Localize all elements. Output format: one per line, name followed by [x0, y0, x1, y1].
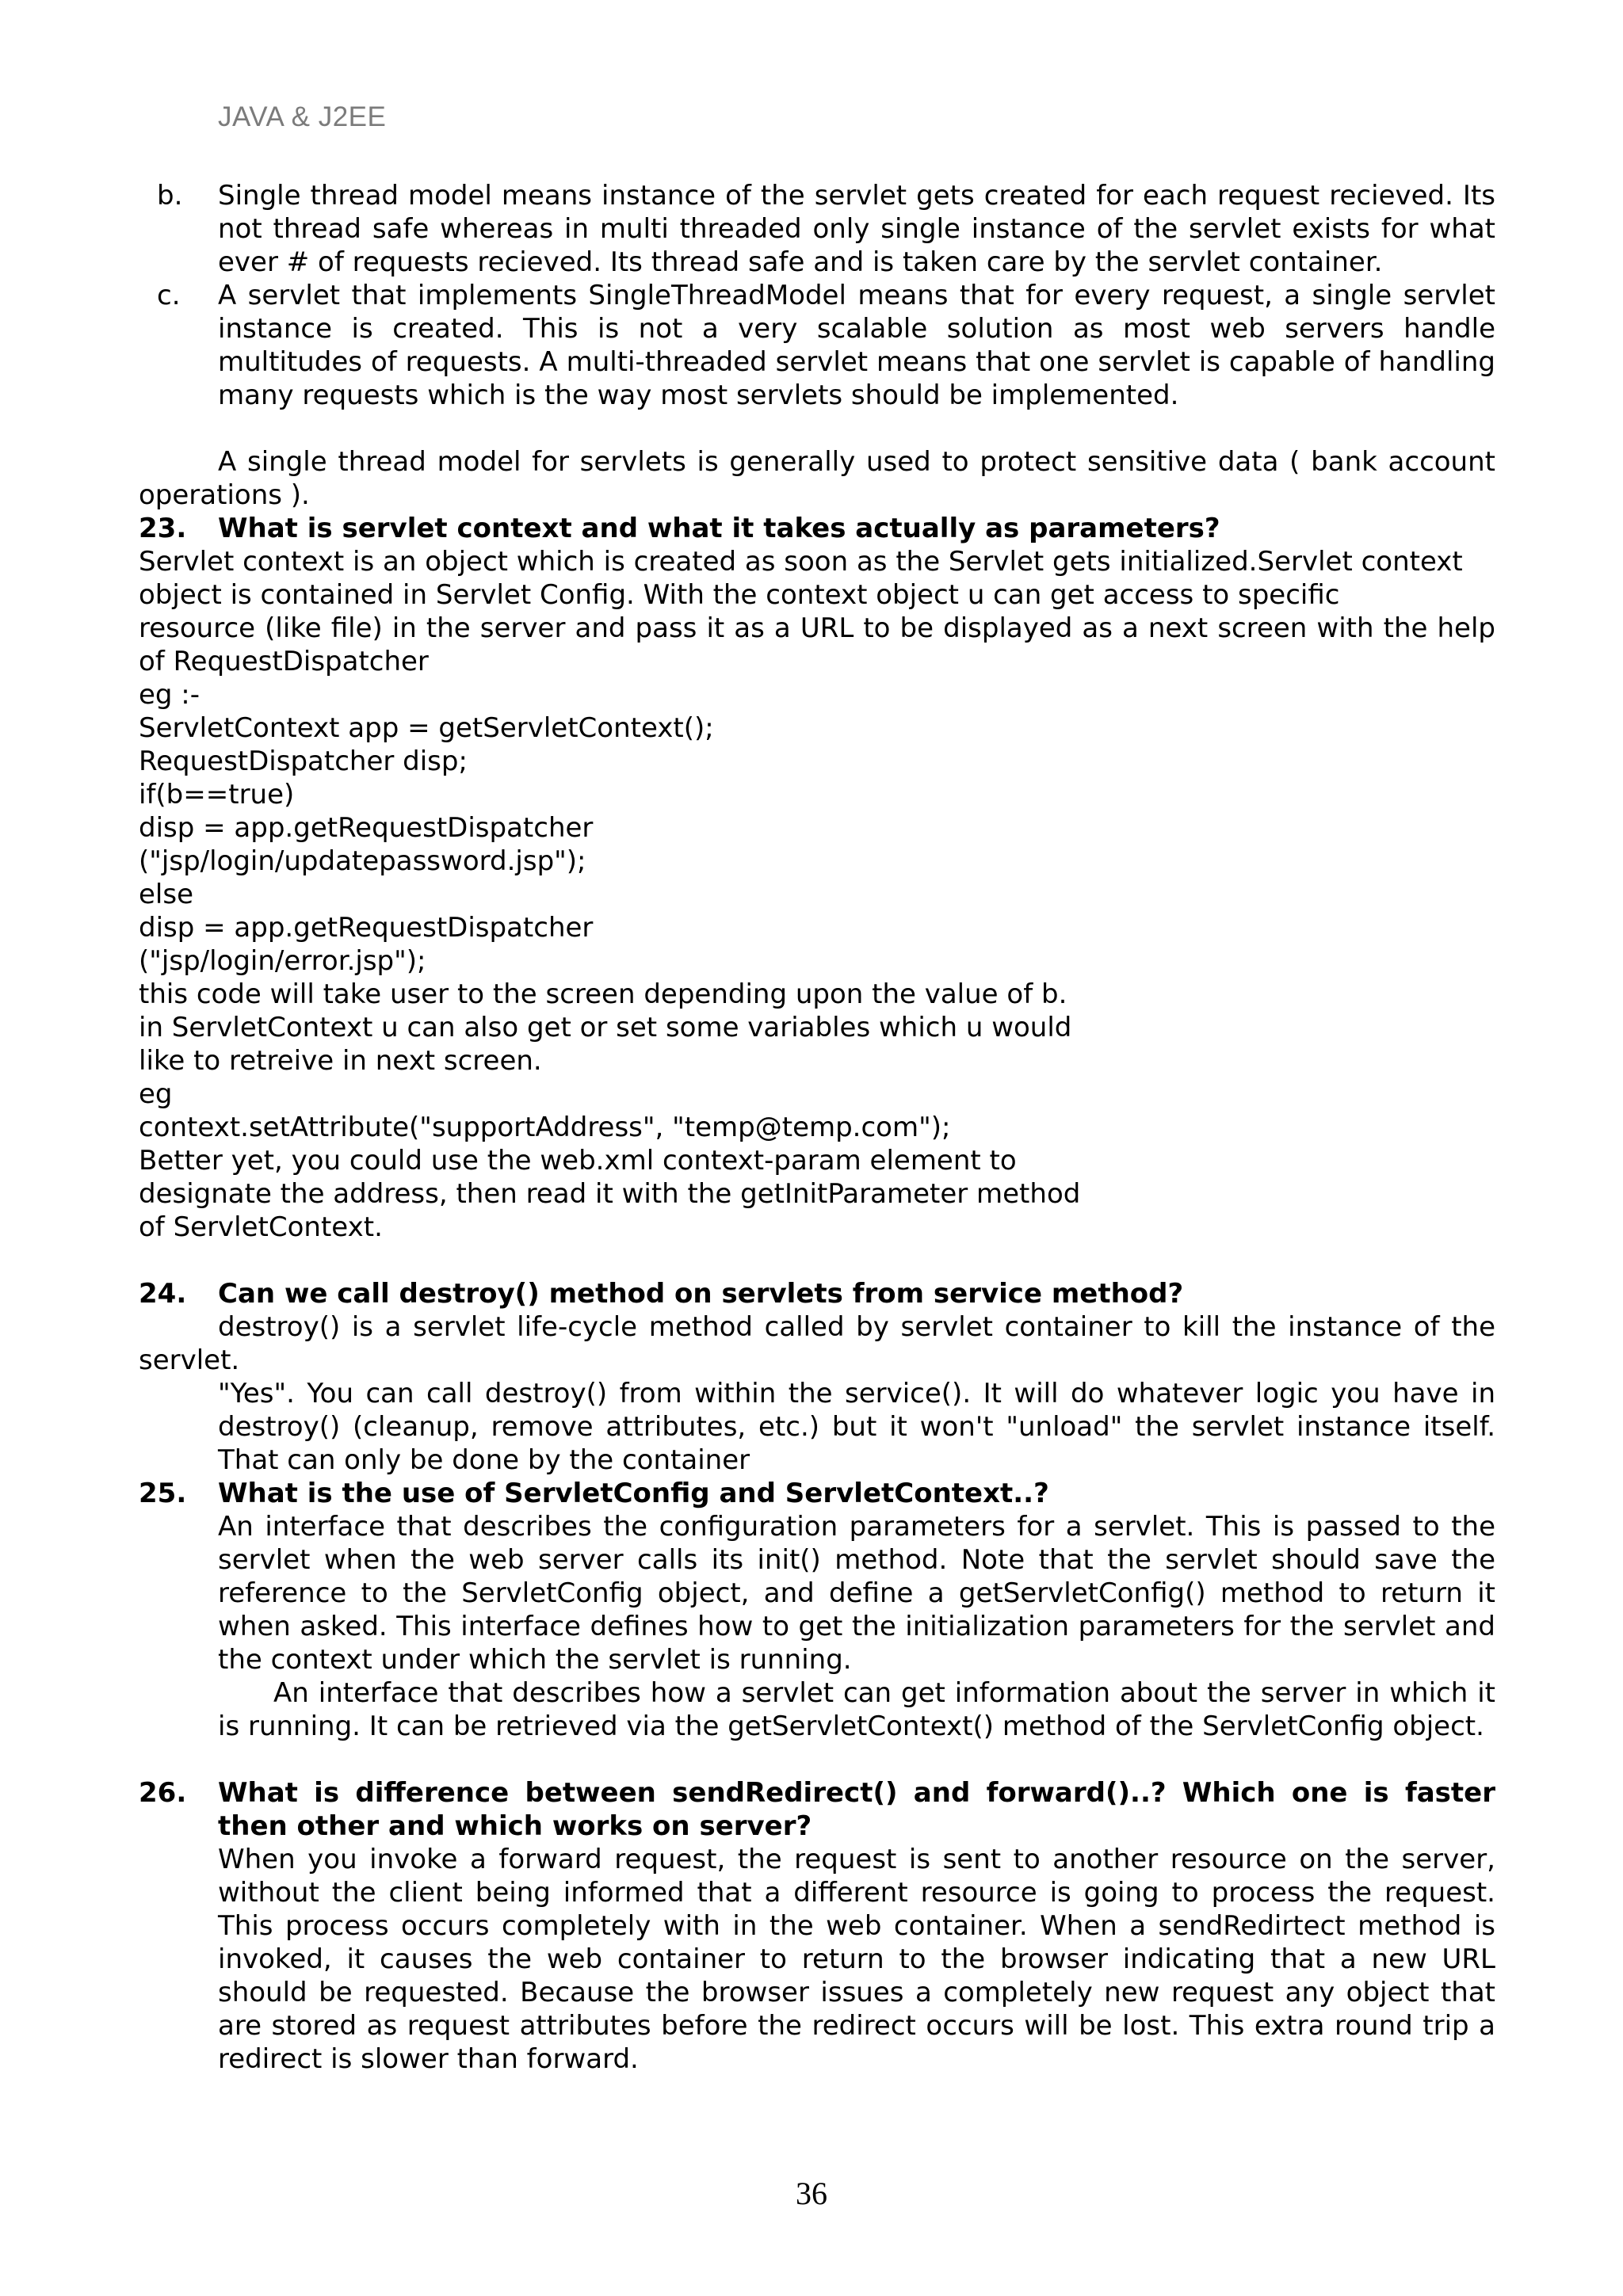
- code-line: ("jsp/login/updatepassword.jsp");: [139, 845, 586, 877]
- list-item-text: Single thread model means instance of the servlet gets created for each request recieved. Its not thread safe whereas in multi threaded only single instance of the servlet exists for what ever # of requests recieved. Its thread safe and is taken care by the servlet container.: [218, 180, 1495, 278]
- code-line: eg: [139, 1078, 173, 1110]
- list-item-text: A servlet that implements SingleThreadModel means that for every request, a single servlet instance is created. This is not a very scalable solution as most web servers handle multitudes of requests. A multi-threaded servlet means that one servlet is capable of handling many requests which is the way most servlets should be implemented.: [218, 280, 1495, 411]
- question-text: Can we call destroy() method on servlets from service method?: [218, 1278, 1184, 1310]
- question-number: 24.: [139, 1278, 187, 1310]
- page-number: 36: [796, 2176, 827, 2211]
- answer-paragraph: destroy() is a servlet life-cycle method called by servlet container to kill the instance of the servlet.: [139, 1311, 1495, 1376]
- question-text: What is the use of ServletConfig and ServletContext..?: [218, 1478, 1049, 1509]
- code-line: RequestDispatcher disp;: [139, 746, 468, 777]
- code-line: this code will take user to the screen depending upon the value of b.: [139, 978, 1067, 1010]
- code-example: [139, 678, 1495, 1244]
- list-item: [139, 179, 1495, 279]
- question-heading-25: [139, 1477, 1495, 1510]
- code-line: ("jsp/login/error.jsp");: [139, 945, 426, 977]
- code-line: in ServletContext u can also get or set some variables which u would: [139, 1012, 1072, 1043]
- code-line: context.setAttribute("supportAddress", "temp@temp.com");: [139, 1112, 951, 1143]
- code-line: disp = app.getRequestDispatcher: [139, 812, 594, 844]
- answer-line: Servlet context is an object which is created as soon as the Servlet gets initialized.Servlet context: [139, 546, 1463, 578]
- list-item: [139, 279, 1495, 412]
- list-marker: b.: [157, 180, 183, 212]
- intro-note: A single thread model for servlets is generally used to protect sensitive data ( bank account operations ).: [139, 446, 1495, 511]
- answer-paragraph: An interface that describes how a servlet can get information about the server in which it is running. It can be retrieved via the getServletContext() method of the ServletConfig object.: [218, 1677, 1495, 1742]
- page-body: [139, 179, 1495, 2076]
- question-number: 25.: [139, 1478, 187, 1509]
- question-text: What is servlet context and what it takes actually as parameters?: [218, 513, 1220, 544]
- code-line: if(b==true): [139, 779, 295, 810]
- code-line: eg :-: [139, 679, 200, 711]
- question-heading-24: [139, 1277, 1495, 1310]
- spacer: [139, 412, 1495, 445]
- question-heading-26: [139, 1776, 1495, 1843]
- answer-paragraph: When you invoke a forward request, the request is sent to another resource on the server, without the client being informed that a different resource is going to process the request. This process occurs completely with in the web container. When a sendRedirtect method is invoked, it causes the web container to return to the browser indicating that a new URL should be requested. Because the browser issues a completely new request any object that are stored as request attributes before the redirect occurs will be lost. This extra round trip a redirect is slower than forward.: [218, 1844, 1495, 2075]
- code-line: ServletContext app = getServletContext();: [139, 712, 714, 744]
- question-text: What is difference between sendRedirect() and forward()..? Which one is faster then other and which works on server?: [218, 1777, 1495, 1842]
- spacer: [139, 1244, 1495, 1277]
- answer-paragraph: "Yes". You can call destroy() from within the service(). It will do whatever logic you have in destroy() (cleanup, remove attributes, etc.) but it won't "unload" the servlet instance itself. That can only be done by the container: [218, 1378, 1495, 1476]
- code-line: disp = app.getRequestDispatcher: [139, 912, 594, 944]
- code-line: else: [139, 879, 193, 910]
- answer-paragraph: An interface that describes the configuration parameters for a servlet. This is passed to the servlet when the web server calls its init() method. Note that the servlet should save the reference to the ServletConfig object, and define a getServletConfig() method to return it when asked. This interface defines how to get the initialization parameters for the servlet and the context under which the servlet is running.: [218, 1511, 1495, 1676]
- code-line: Better yet, you could use the web.xml context-param element to: [139, 1145, 1017, 1177]
- answer-paragraph: resource (like file) in the server and pass it as a URL to be displayed as a next screen with the help of RequestDispatcher: [139, 612, 1495, 677]
- running-header: JAVA & J2EE: [218, 101, 387, 132]
- list-marker: c.: [157, 280, 181, 311]
- spacer: [139, 1743, 1495, 1776]
- question-heading-23: [139, 512, 1495, 545]
- answer-line: object is contained in Servlet Config. With the context object u can get access to specific: [139, 579, 1340, 611]
- code-line: of ServletContext.: [139, 1211, 383, 1243]
- question-number: 26.: [139, 1777, 187, 1809]
- code-line: designate the address, then read it with the getInitParameter method: [139, 1178, 1081, 1210]
- question-number: 23.: [139, 513, 187, 544]
- code-line: like to retreive in next screen.: [139, 1045, 542, 1077]
